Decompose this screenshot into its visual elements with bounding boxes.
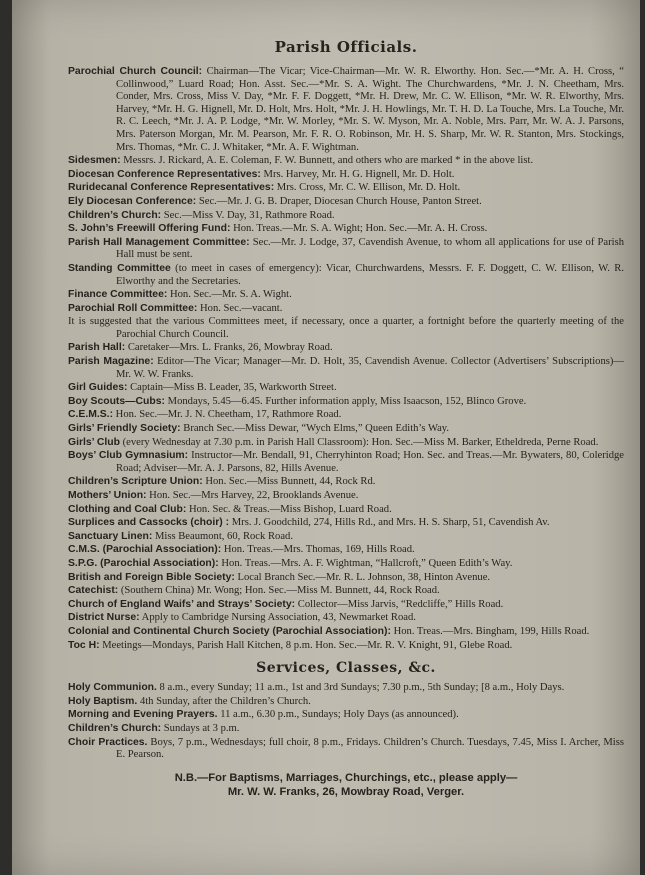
official-entry (68, 437, 624, 450)
official-entry (68, 572, 624, 585)
service-entry (68, 737, 624, 762)
official-entry-text: Hon. Sec.—Mrs Harvey, 22, Brooklands Avenue. (146, 490, 359, 501)
official-entry-text: Meetings—Mondays, Parish Hall Kitchen, 8 p.m. Hon. Sec.—Mr. R. V. Knight, 91, Glebe Road. (99, 639, 513, 651)
official-entry-text: (to meet in cases of emergency): Vicar, Churchwardens, Messrs. F. F. Doggett, C. W. Ellison, W. R. Elworthy and the Secretaries. (116, 262, 624, 287)
magazine-page (12, 0, 640, 875)
official-entry (68, 626, 624, 639)
official-entry-label: Girl Guides: (68, 382, 128, 394)
service-entry-text: 4th Sunday, after the Children’s Church. (137, 695, 311, 707)
official-entry-text: Sec.—Mr. J. G. B. Draper, Diocesan Church House, Panton Street. (196, 195, 482, 207)
officials-list (68, 66, 624, 652)
official-entry (68, 263, 624, 288)
official-entry-label: Surplices and Cassocks (choir) : (68, 517, 230, 529)
service-entry-label: Holy Baptism. (68, 695, 138, 707)
services-list (68, 682, 624, 762)
official-entry (68, 356, 624, 381)
official-entry-text: Hon. Treas.—Mrs. Thomas, 169, Hills Road. (221, 544, 415, 556)
official-entry (68, 490, 624, 503)
official-entry-text: Caretaker—Mrs. L. Franks, 26, Mowbray Road. (125, 342, 333, 354)
notice-line-1: N.B.—For Baptisms, Marriages, Churchings, etc., please apply— (174, 771, 518, 784)
official-entry-label: Diocesan Conference Representatives: (68, 168, 261, 180)
service-entry-text: 8 a.m., every Sunday; 11 a.m., 1st and 3rd Sundays; 7.30 p.m., 5th Sunday; [8 a.m., Holy Days. (156, 682, 565, 694)
official-entry-text: Mondays, 5.45—6.45. Further information apply, Miss Isaacson, 152, Blinco Grove. (165, 395, 527, 407)
official-entry-label: Parochial Roll Committee: (68, 302, 198, 314)
official-entry-label: British and Foreign Bible Society: (68, 571, 235, 583)
official-entry-label: Parish Hall Management Committee: (68, 236, 250, 248)
page-content (68, 36, 624, 799)
official-entry (68, 409, 624, 422)
official-entry-text: Apply to Cambridge Nursing Association, 43, Newmarket Road. (139, 612, 416, 624)
official-entry-label: Boys’ Club Gymnasium: (68, 450, 189, 462)
official-entry (68, 196, 624, 209)
official-entry-text: Chairman—The Vicar; Vice-Chairman—Mr. W. R. Elworthy. Hon. Sec.—*Mr. A. H. Cross, “ Collinwood,” Luard Road; Hon. Asst. Sec.—*Mr. S. A. Wight. The Churchwardens, *Mr. J. N. Cheetham, Mrs. Conder, Mrs. Cross, Miss V. Day, *Mr. F. F. Doggett, *Mr. H. Drew, Mr. C. W. Ellison, *Mr. W. R. Elworthy, Mrs. Harvey, *Mr. H. G. Hignell, Mr. D. Holt, Mrs. Holt, *Mr. J. H. Howlings, Mr. T. H. D. La Touche, Mrs. La Touche, Mr. R. C. Leech, *Mr. J. A. P. Lodge, *Mr. W. Morley, *Mr. S. W. Myson, Mr. A. Noble, Mrs. Parr, Mr. W. A. J. Parsons, Mrs. Paterson Morgan, Mr. M. Pearson, Mr. F. R. O. Robinson, Mr. H. S. Sharp, Mr. W. R. Stanton, Mrs. Stockings, Mrs. Thomas, *Mr. C. J. Whitaker, *Mr. A. F. Wightman. (116, 66, 624, 153)
official-entry-label: Ely Diocesan Conference: (68, 195, 197, 207)
official-entry-label: Church of England Waifs’ and Strays’ Society: (68, 598, 296, 610)
official-entry (68, 476, 624, 489)
service-entry-text: 11 a.m., 6.30 p.m., Sundays; Holy Days (as announced). (217, 709, 459, 721)
official-entry-label: Finance Committee: (68, 289, 168, 301)
service-entry-label: Holy Communion. (68, 682, 157, 694)
official-entry-text: Hon. Sec.—Miss Bunnett, 44, Rock Rd. (202, 476, 376, 488)
official-entry (68, 396, 624, 409)
official-entry-text: Hon. Sec.—vacant. (197, 302, 283, 314)
official-entry-label: Sanctuary Linen: (68, 530, 153, 542)
official-entry-text: Collector—Miss Jarvis, “Redcliffe,” Hills Road. (295, 598, 504, 610)
official-entry (68, 182, 624, 195)
official-entry-label: Girls’ Friendly Society: (68, 423, 181, 435)
official-entry (68, 66, 624, 154)
official-entry-text: Hon. Sec. & Treas.—Miss Bishop, Luard Road. (186, 503, 392, 515)
official-entry-text: Messrs. J. Rickard, A. E. Coleman, F. W. Bunnett, and others who are marked * in the above list. (120, 155, 534, 167)
official-entry (68, 210, 624, 223)
official-entry-text: Local Branch Sec.—Mr. R. L. Johnson, 38, Hinton Avenue. (234, 571, 491, 583)
official-entry-text: It is suggested that the various Committees meet, if necessary, once a quarter, a fortnight before the quarterly meeting of the Parochial Church Council. (68, 316, 624, 340)
service-entry-label: Morning and Evening Prayers. (68, 709, 218, 721)
official-entry (68, 517, 624, 530)
official-entry-text: Editor—The Vicar; Manager—Mr. D. Holt, 35, Cavendish Avenue. Collector (Advertisers’ Subscriptions)—Mr. W. W. Franks. (116, 356, 624, 380)
official-entry-label: Parish Magazine: (68, 356, 154, 368)
official-entry-label: District Nurse: (68, 612, 140, 624)
official-entry-label: Parochial Church Council: (68, 66, 203, 77)
official-entry (68, 640, 624, 653)
service-entry (68, 709, 624, 722)
official-entry-text: Miss Beaumont, 60, Rock Road. (152, 530, 293, 542)
service-entry-text: Sundays at 3 p.m. (161, 722, 240, 734)
official-entry-text: (Southern China) Mr. Wong; Hon. Sec.—Miss M. Bunnett, 44, Rock Road. (118, 585, 440, 597)
official-entry-text: Hon. Sec.—Mr. S. A. Wight. (167, 289, 292, 301)
official-entry (68, 423, 624, 436)
official-entry-text: Branch Sec.—Miss Dewar, “Wych Elms,” Queen Edith’s Way. (180, 423, 450, 435)
official-entry (68, 504, 624, 517)
official-entry (68, 531, 624, 544)
official-entry (68, 382, 624, 395)
official-entry (68, 223, 624, 236)
official-entry-text: Hon. Treas.—Mrs. A. F. Wightman, “Hallcroft,” Queen Edith’s Way. (218, 557, 513, 569)
official-entry-text: Instructor—Mr. Bendall, 91, Cherryhinton Road; Hon. Sec. and Treas.—Mr. Bywaters, 80, Coleridge Road; Adviser—Mr. A. J. Parsons, 82, Hills Avenue. (116, 450, 624, 474)
official-entry-text: Mrs. Harvey, Mr. H. G. Hignell, Mr. D. Holt. (260, 168, 455, 180)
official-entry-label: Ruridecanal Conference Representatives: (68, 182, 275, 194)
official-entry-label: Parish Hall: (68, 342, 126, 354)
official-entry (68, 342, 624, 355)
official-entry (68, 585, 624, 598)
notice-line-2: Mr. W. W. Franks, 26, Mowbray Road, Verger. (227, 785, 465, 798)
official-entry-text: Hon. Treas.—Mr. S. A. Wight; Hon. Sec.—Mr. A. H. Cross. (230, 223, 488, 235)
official-entry-label: Children’s Scripture Union: (68, 476, 203, 488)
official-entry-label: Clothing and Coal Club: (68, 503, 187, 515)
service-entry (68, 723, 624, 736)
official-entry (68, 599, 624, 612)
official-entry-label: C.M.S. (Parochial Association): (68, 544, 222, 556)
official-entry (68, 558, 624, 571)
official-entry-label: Colonial and Continental Church Society (Parochial Association): (68, 625, 391, 637)
official-entry-label: S. John’s Freewill Offering Fund: (68, 223, 231, 235)
official-entry-text: Mrs. J. Goodchild, 274, Hills Rd., and Mrs. H. S. Sharp, 51, Cavendish Av. (229, 517, 550, 529)
official-entry-label: Toc H: (68, 639, 100, 651)
official-entry-text: Hon. Sec.—Mr. J. N. Cheetham, 17, Rathmore Road. (113, 409, 342, 421)
service-entry-label: Choir Practices. (68, 736, 148, 748)
service-entry-label: Children’s Church: (68, 722, 162, 734)
service-entry (68, 682, 624, 695)
official-entry (68, 155, 624, 168)
official-entry-label: C.E.M.S.: (68, 409, 114, 421)
official-entry-text: Mrs. Cross, Mr. C. W. Ellison, Mr. D. Holt. (274, 182, 461, 194)
notice (68, 771, 624, 799)
official-entry-label: Mothers’ Union: (68, 490, 147, 501)
official-entry-text: (every Wednesday at 7.30 p.m. in Parish Hall Classroom): Hon. Sec.—Miss M. Barker, Etheldreda, Perne Road. (119, 436, 599, 448)
official-entry-label: Standing Committee (68, 262, 171, 274)
page-title: Parish Officials. (274, 38, 418, 56)
official-entry (68, 612, 624, 625)
official-entry-label: Boy Scouts—Cubs: (68, 395, 165, 407)
official-entry (68, 316, 624, 341)
official-entry-label: Catechist: (68, 585, 119, 597)
official-entry (68, 303, 624, 316)
official-entry-label: S.P.G. (Parochial Association): (68, 557, 219, 569)
official-entry-text: Captain—Miss B. Leader, 35, Warkworth Street. (127, 382, 337, 394)
services-title: Services, Classes, &c. (256, 660, 436, 677)
official-entry (68, 289, 624, 302)
official-entry (68, 169, 624, 182)
service-entry (68, 696, 624, 709)
official-entry-text: Sec.—Mr. J. Lodge, 37, Cavendish Avenue, to whom all applications for use of Parish Hall must be sent. (116, 236, 624, 261)
official-entry (68, 544, 624, 557)
official-entry-label: Children’s Church: (68, 209, 162, 221)
official-entry-label: Sidesmen: (68, 155, 121, 167)
service-entry-text: Boys, 7 p.m., Wednesdays; full choir, 8 p.m., Fridays. Children’s Church. Tuesdays, 7.45, Miss I. Archer, Miss E. Pearson. (116, 736, 625, 761)
official-entry (68, 237, 624, 262)
official-entry-text: Hon. Treas.—Mrs. Bingham, 199, Hills Road. (390, 625, 590, 637)
official-entry (68, 450, 624, 475)
official-entry-label: Girls’ Club (68, 436, 120, 448)
official-entry-text: Sec.—Miss V. Day, 31, Rathmore Road. (161, 209, 335, 221)
